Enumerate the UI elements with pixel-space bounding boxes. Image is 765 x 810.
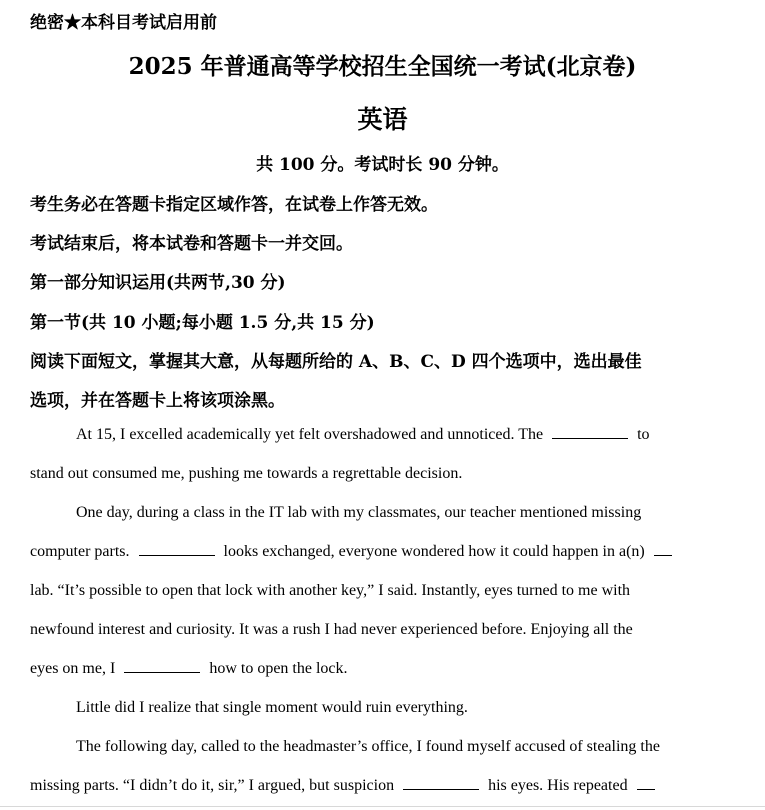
- passage-text: computer parts.: [30, 543, 130, 560]
- passage-line-4: [30, 543, 681, 561]
- passage-text: looks exchanged, everyone wondered how it could happen in a(n): [223, 543, 645, 560]
- passage-text: to: [637, 426, 650, 443]
- answer-blank-3: [654, 554, 672, 556]
- passage-line-9: The following day, called to the headmaster’s office, I found myself accused of stealing the: [76, 738, 660, 755]
- passage-text: his eyes. His repeated: [488, 777, 628, 794]
- page-bottom-divider: [0, 806, 765, 807]
- answer-blank-4: [124, 671, 200, 673]
- passage-line-10: [30, 777, 664, 795]
- passage-line-5: lab. “It’s possible to open that lock with another key,” I said. Instantly, eyes turned to me with: [30, 582, 631, 599]
- passage-line-3: One day, during a class in the IT lab with my classmates, our teacher mentioned missing: [76, 504, 642, 521]
- answer-blank-2: [139, 554, 215, 556]
- answer-blank-6: [637, 788, 655, 790]
- passage-line-7: [30, 660, 348, 678]
- passage-line-8: Little did I realize that single moment would ruin everything.: [76, 699, 468, 716]
- passage-text: missing parts. “I didn’t do it, sir,” I argued, but suspicion: [30, 777, 395, 794]
- answer-blank-5: [403, 788, 479, 790]
- instruction-2: 考试结束后，将本试卷和答题卡一并交回。: [30, 234, 353, 254]
- answer-blank-1: [552, 437, 628, 439]
- subject-title: 英语: [357, 105, 408, 134]
- passage-text: At 15, I excelled academically yet felt overshadowed and unnoticed. The: [76, 426, 544, 443]
- subsection-heading: 第一节(共 10 小题;每小题 1.5 分,共 15 分): [30, 313, 375, 333]
- exam-title: 2025 年普通高等学校招生全国统一考试(北京卷): [128, 53, 637, 80]
- passage-text: how to open the lock.: [209, 660, 348, 677]
- passage-line-6: newfound interest and curiosity. It was a rush I had never experienced before. Enjoying all the: [30, 621, 633, 638]
- exam-info: 共 100 分。考试时长 90 分钟。: [256, 155, 509, 175]
- passage-line-1: [76, 426, 650, 444]
- passage-line-2: stand out consumed me, pushing me towards a regrettable decision.: [30, 465, 463, 482]
- passage-text: eyes on me, I: [30, 660, 116, 677]
- confidential-label: 绝密★本科目考试启用前: [30, 13, 217, 33]
- instruction-1: 考生务必在答题卡指定区域作答，在试卷上作答无效。: [30, 195, 438, 215]
- directions-line-2: 选项，并在答题卡上将该项涂黑。: [30, 391, 285, 411]
- directions-line-1: 阅读下面短文，掌握其大意，从每题所给的 A、B、C、D 四个选项中，选出最佳: [30, 352, 642, 372]
- section-heading: 第一部分知识运用(共两节,30 分): [30, 273, 286, 293]
